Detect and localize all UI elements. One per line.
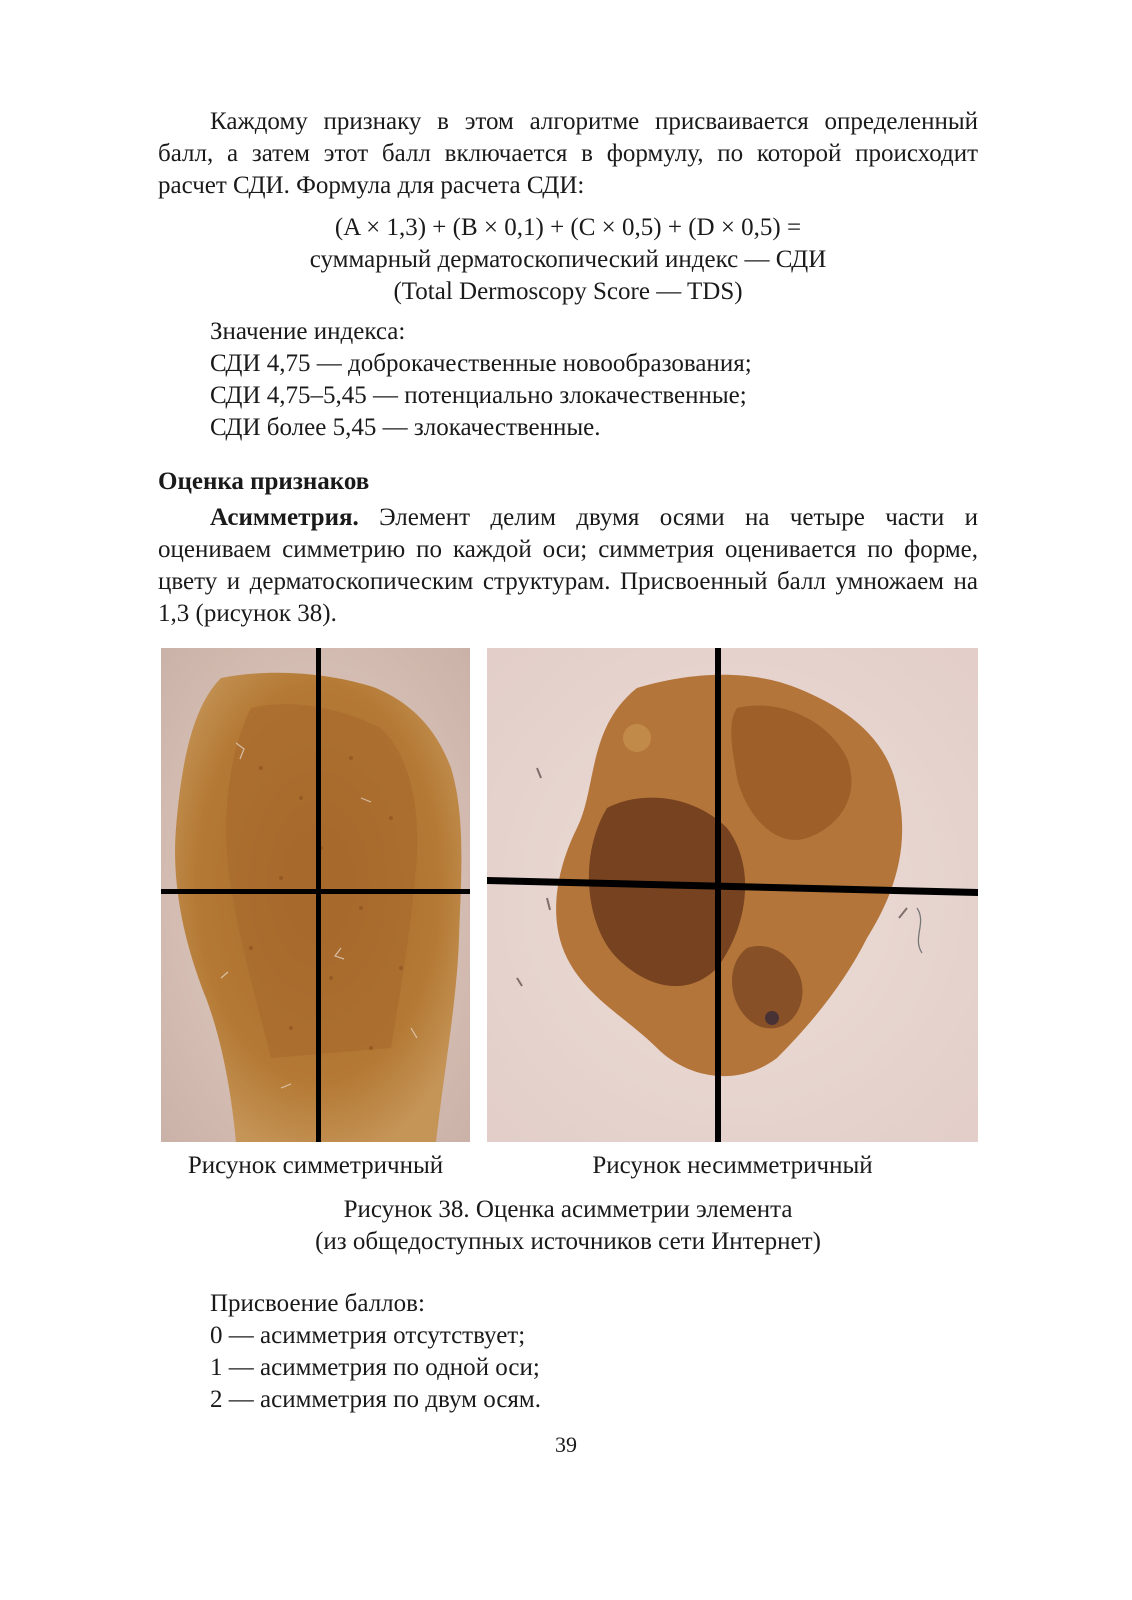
scoring-block <box>210 1288 970 1416</box>
index-title: Значение индекса: <box>210 318 406 345</box>
scoring-title: Присвоение баллов: <box>210 1290 425 1317</box>
section-heading-text: Оценка признаков <box>158 468 370 495</box>
asymmetry-body: Элемент делим двумя осями на четыре части и оцениваем симметрию по каждой оси; симметрия оценивается по форме, цвету и дерматоскопическим структурам. Присвоенный балл умножаем на 1,3 (рисунок 38). <box>158 504 978 627</box>
section-heading <box>158 466 978 498</box>
index-item: СДИ 4,75–5,45 — потенциально злокачественные; <box>210 382 747 409</box>
figure-caption-line-1: Рисунок 38. Оценка асимметрии элемента <box>343 1196 793 1223</box>
index-values <box>210 316 970 444</box>
scoring-item: 2 — асимметрия по двум осям. <box>210 1386 541 1413</box>
page-number: 39 <box>555 1432 577 1457</box>
asymmetry-term: Асимметрия. <box>210 504 359 531</box>
intro-paragraph <box>158 106 978 202</box>
asymmetric-lesion-image <box>487 648 978 1142</box>
formula-line-1: (A × 1,3) + (B × 0,1) + (C × 0,5) + (D × 0,5) = <box>334 214 802 241</box>
asymmetry-paragraph <box>158 502 978 630</box>
formula-line-3: (Total Dermoscopy Score — TDS) <box>393 278 743 305</box>
formula-line-2: суммарный дерматоскопический индекс — СДИ <box>309 246 827 273</box>
intro-text: Каждому признаку в этом алгоритме присваивается определенный балл, а затем этот балл включается в формулу, по которой происходит расчет СДИ. Формула для расчета СДИ: <box>158 108 978 199</box>
index-item: СДИ более 5,45 — злокачественные. <box>210 414 601 441</box>
left-image-label: Рисунок симметричный <box>187 1152 444 1179</box>
scoring-item: 1 — асимметрия по одной оси; <box>210 1354 540 1381</box>
scoring-item: 0 — асимметрия отсутствует; <box>210 1322 526 1349</box>
figure-caption-line-2: (из общедоступных источников сети Интернет) <box>315 1228 821 1255</box>
right-image-label: Рисунок несимметричный <box>592 1152 873 1179</box>
figure-caption <box>158 1194 978 1258</box>
asymmetry-text <box>158 502 978 630</box>
symmetric-lesion-image <box>161 648 470 1142</box>
formula-block <box>158 212 978 308</box>
index-item: СДИ 4,75 — доброкачественные новообразования; <box>210 350 752 377</box>
